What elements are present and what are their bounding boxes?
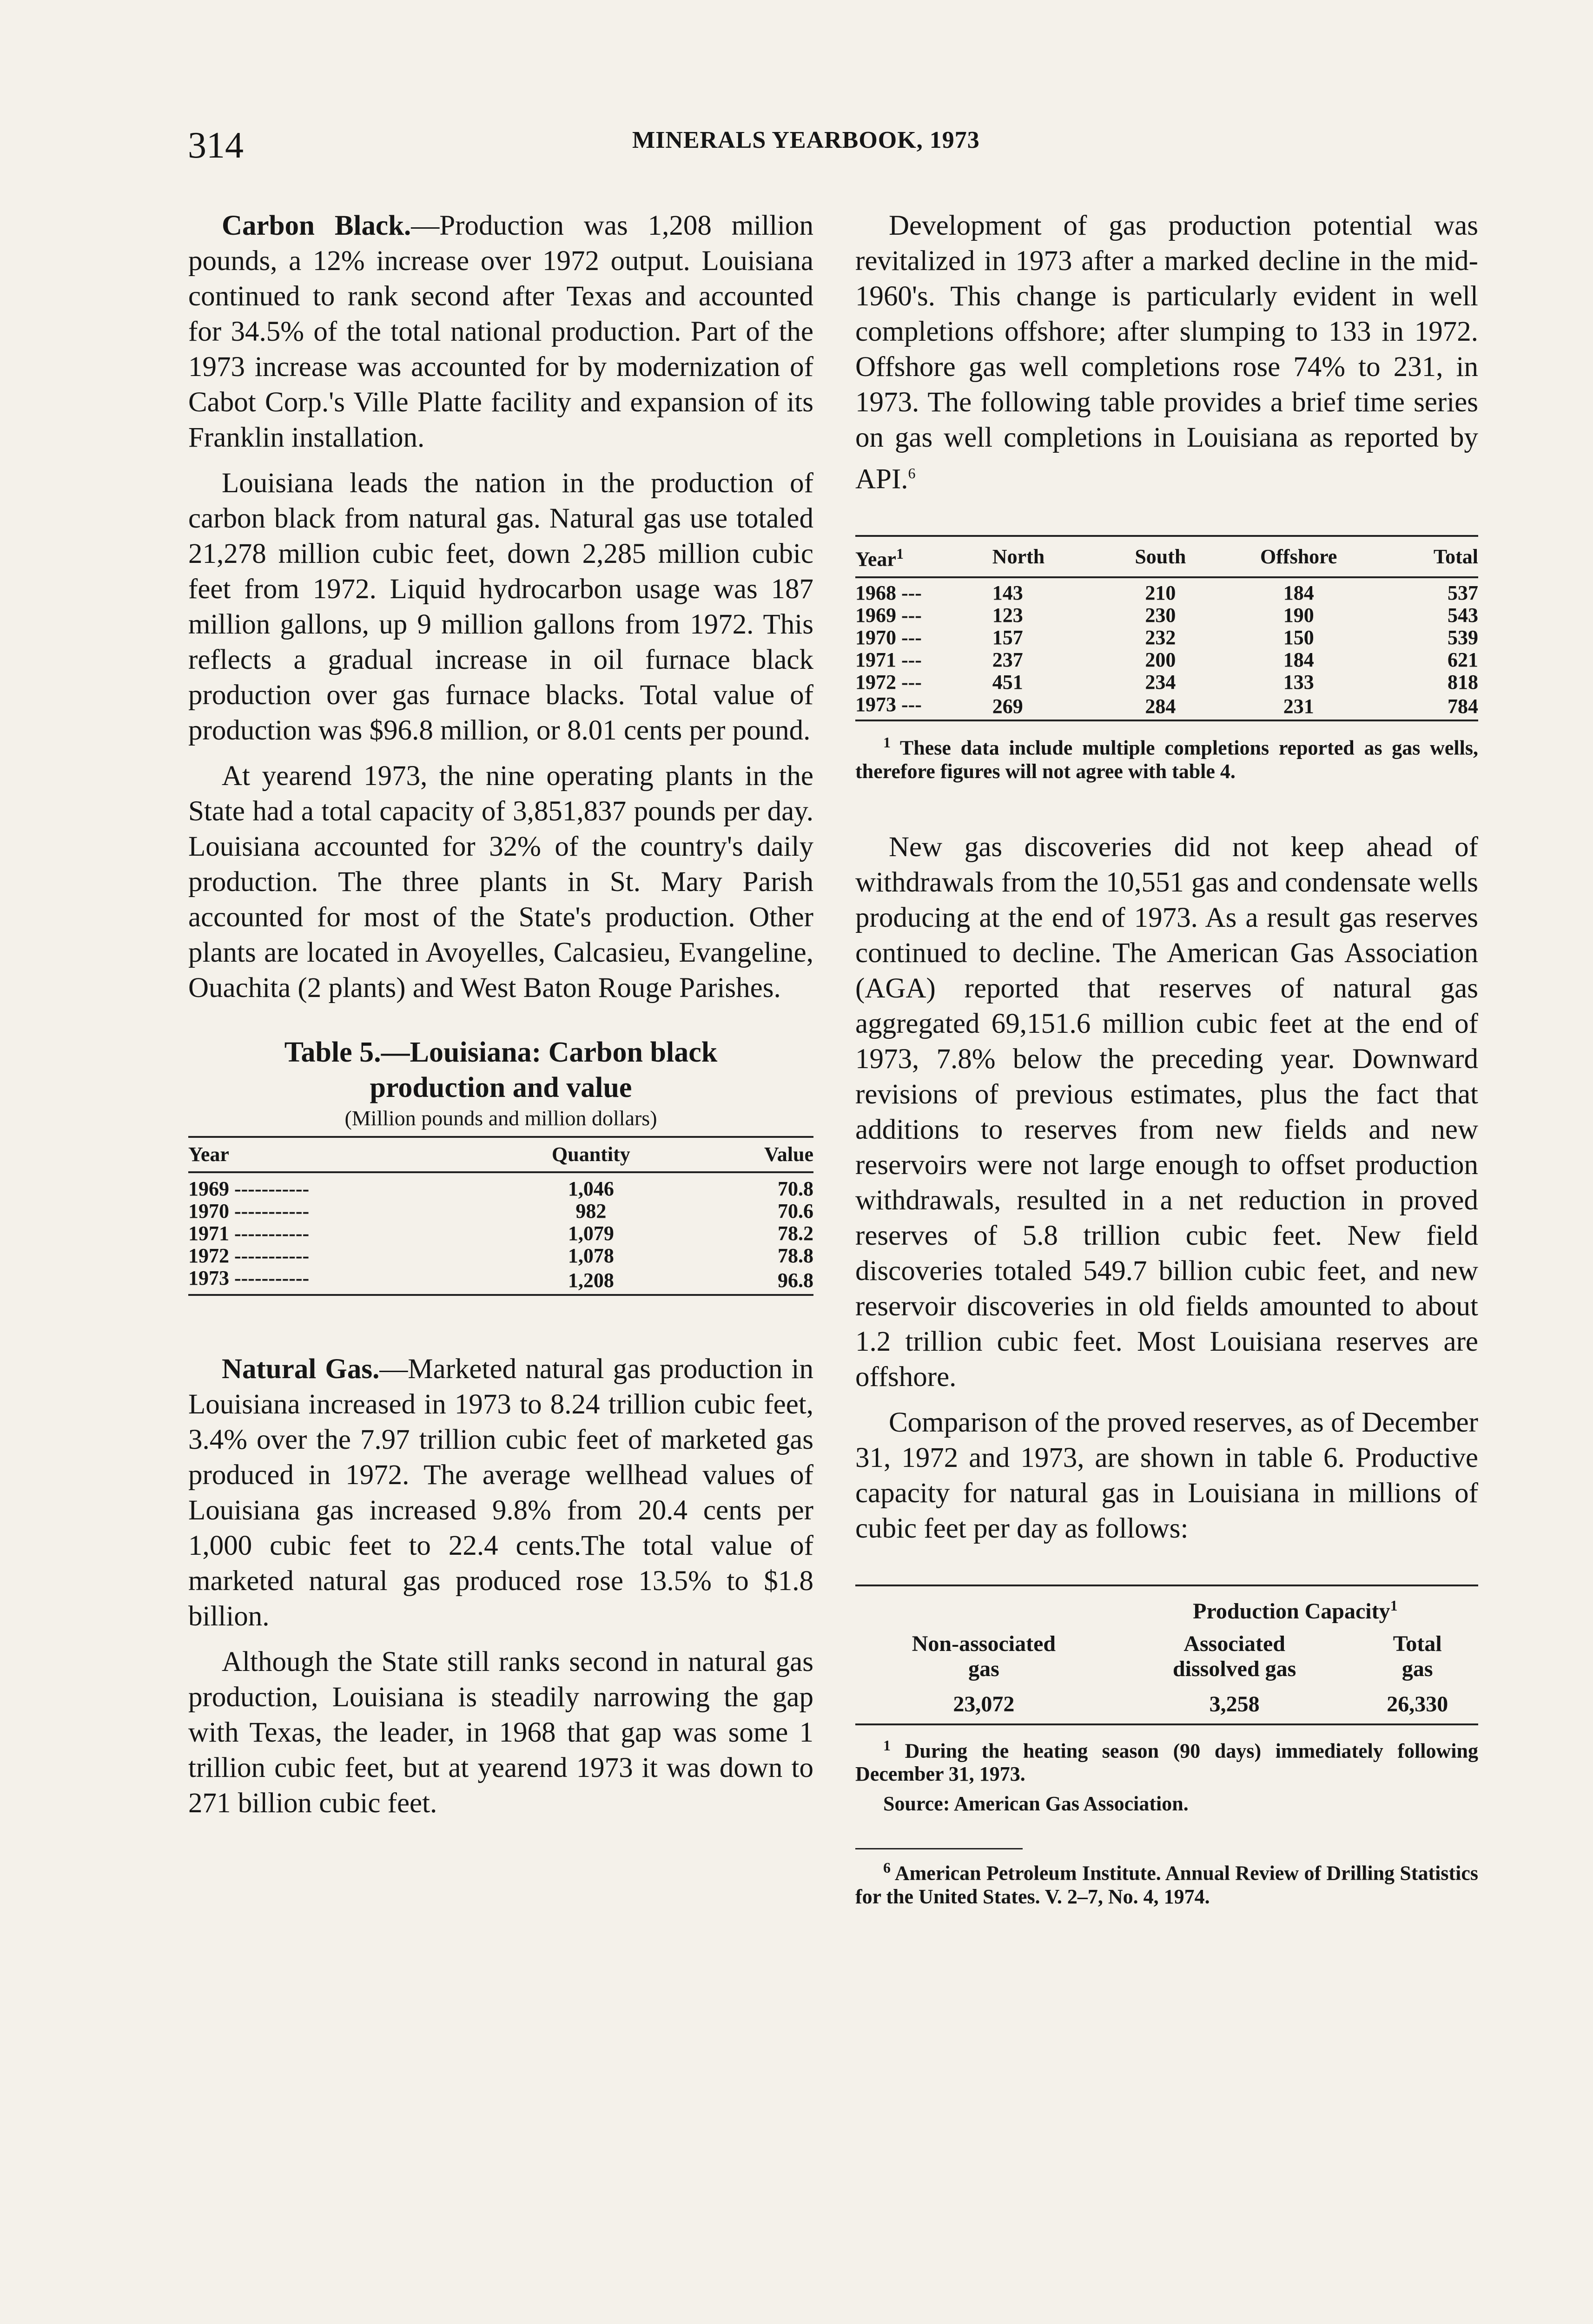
- well-completions-table: [855, 535, 1478, 721]
- paragraph: At yearend 1973, the nine operating plants in the State had a total capacity of 3,851,837 pounds per day. Louisiana accounted for 32% of the country's daily production. The three plants in St. Mary Parish accounted for most of the State's production. Other plants are located in Avoyelles, Calcasieu, Evangeline, Ouachita (2 plants) and West Baton Rouge Parishes.: [188, 760, 813, 1004]
- table5: [188, 1136, 813, 1296]
- table-header: Associated dissolved gas: [1172, 1631, 1296, 1681]
- natural-gas-heading: Natural Gas.: [222, 1353, 380, 1385]
- table-header: Year: [188, 1143, 229, 1166]
- footnote-ref: 6: [908, 465, 916, 482]
- left-column: [188, 208, 813, 1831]
- table-header: Quantity: [552, 1143, 630, 1166]
- capacity-footnote: $^1$ During the heating season (90 days) immediately following December 31, 1973.: [855, 1736, 1479, 1786]
- table-header: North: [992, 545, 1045, 568]
- table-header: Total gas: [1393, 1631, 1442, 1681]
- table-header: Offshore: [1260, 545, 1337, 568]
- running-title: MINERALS YEARBOOK, 1973: [632, 127, 980, 153]
- production-capacity-table: [855, 1585, 1478, 1725]
- capacity-group-header: Production Capacity$^1$: [1193, 1597, 1398, 1624]
- table-header: South: [1135, 545, 1186, 568]
- table-row: 1973 --- 269 284 231 784: [855, 693, 1478, 720]
- table5-title-line1: Table 5.—Louisiana: Carbon black: [284, 1037, 718, 1068]
- right-column: [855, 208, 1478, 1908]
- paragraph: Louisiana leads the nation in the production of carbon black from natural gas. Natural gas use totaled 21,278 million cubic feet, down 2,285 million cubic feet from 1972. Liquid hydrocarbon usage was 187 million gallons, up 9 million gallons from 1972. This reflects a gradual increase in oil furnace black production over gas furnace blacks. Total value of production was $96.8 million, or 8.01 cents per pound.: [188, 468, 813, 746]
- carbon-black-text: —Production was 1,208 million pounds, a 12% increase over 1972 output. Louisiana continued to rank second after Texas and accounted for 34.5% of the total national production. Part of the 1973 increase was accounted for by modernization of Cabot Corp.'s Ville Platte facility and expansion of its Franklin installation.: [188, 210, 813, 453]
- paragraph: Comparison of the proved reserves, as of December 31, 1972 and 1973, are shown in table 6. Productive capacity for natural gas in Louisiana in millions of cubic feet per day as follows:: [855, 1406, 1478, 1544]
- table-row: 1968 --- 143 210 184 537: [855, 581, 1478, 604]
- footnote-divider: [855, 1848, 1023, 1849]
- carbon-black-paragraph: [188, 208, 813, 456]
- table-header: Value: [764, 1143, 813, 1166]
- table-row: 1969 ----------- 1,046 70.8: [188, 1177, 813, 1200]
- carbon-black-heading: Carbon Black.: [222, 210, 411, 241]
- natural-gas-paragraph: [188, 1352, 813, 1634]
- table-row: 1972 ----------- 1,078 78.8: [188, 1244, 813, 1267]
- page-number: 314: [188, 125, 244, 166]
- table-row: 1970 --- 157 232 150 539: [855, 626, 1478, 649]
- table5-subtitle: (Million pounds and million dollars): [344, 1106, 657, 1130]
- table-row: 1972 --- 451 234 133 818: [855, 670, 1478, 693]
- table-row: 1971 ----------- 1,079 78.2: [188, 1222, 813, 1245]
- paragraph: Development of gas production potential was revitalized in 1973 after a marked decline in the mid-1960's. This change is particularly evident in well completions offshore; after slumping to 133 in 1972. Offshore gas well completions rose 74% to 231, in 1973. The following table provides a brief time series on gas well completions in Louisiana as reported by API.$^6$: [855, 210, 1478, 495]
- table-row: 1970 ----------- 982 70.6: [188, 1200, 813, 1222]
- table-row: 1971 --- 237 200 184 621: [855, 648, 1478, 671]
- table5-title-line2: production and value: [370, 1072, 632, 1103]
- table-header: Total: [1433, 545, 1478, 568]
- natural-gas-text: —Marketed natural gas production in Louisiana increased in 1973 to 8.24 trillion cubic feet, 3.4% over the 7.97 trillion cubic feet of marketed gas produced in 1972. The average wellhead values of Louisiana gas increased 9.8% from 20.4 cents per 1,000 cubic feet to 22.4 cents.The total value of marketed natural gas produced rose 13.5% to $1.8 billion.: [188, 1353, 813, 1632]
- table-row: 1969 --- 123 230 190 543: [855, 603, 1478, 627]
- capacity-source: Source: American Gas Association.: [883, 1792, 1189, 1816]
- table-header: Non-associated gas: [912, 1631, 1056, 1681]
- paragraph: New gas discoveries did not keep ahead of withdrawals from the 10,551 gas and condensate wells producing at the end of 1973. As a result gas reserves continued to decline. The American Gas Association (AGA) reported that reserves of natural gas aggregated 69,151.6 million cubic feet at the end of 1973, 7.8% below the preceding year. Downward revisions of previous estimates, plus the fact that additions to reserves from new fields and new reservoirs were not large enough to offset production withdrawals, resulted in a net reduction in proved reserves of 5.8 trillion cubic feet. New field discoveries totaled 549.7 billion cubic feet, and new reservoir discoveries in old fields amounted to about 1.2 trillion cubic feet. Most Louisiana reserves are offshore.: [855, 831, 1478, 1393]
- table-row: 1973 ----------- 1,208 96.8: [188, 1267, 813, 1295]
- footnote-6: $^6$ American Petroleum Institute. Annual Review of Drilling Statistics for the United States. V. 2–7, No. 4, 1974.: [855, 1859, 1479, 1908]
- table-row: 23,072 3,258 26,330: [855, 1685, 1478, 1724]
- table-header: Year$^1$: [855, 545, 904, 571]
- completions-footnote: $^1$ These data include multiple completions reported as gas wells, therefore figures will not agree with table 4.: [855, 733, 1478, 783]
- paragraph: Although the State still ranks second in natural gas production, Louisiana is steadily narrowing the gap with Texas, the leader, in 1968 that gap was some 1 trillion cubic feet, but at yearend 1973 it was down to 271 billion cubic feet.: [188, 1646, 813, 1819]
